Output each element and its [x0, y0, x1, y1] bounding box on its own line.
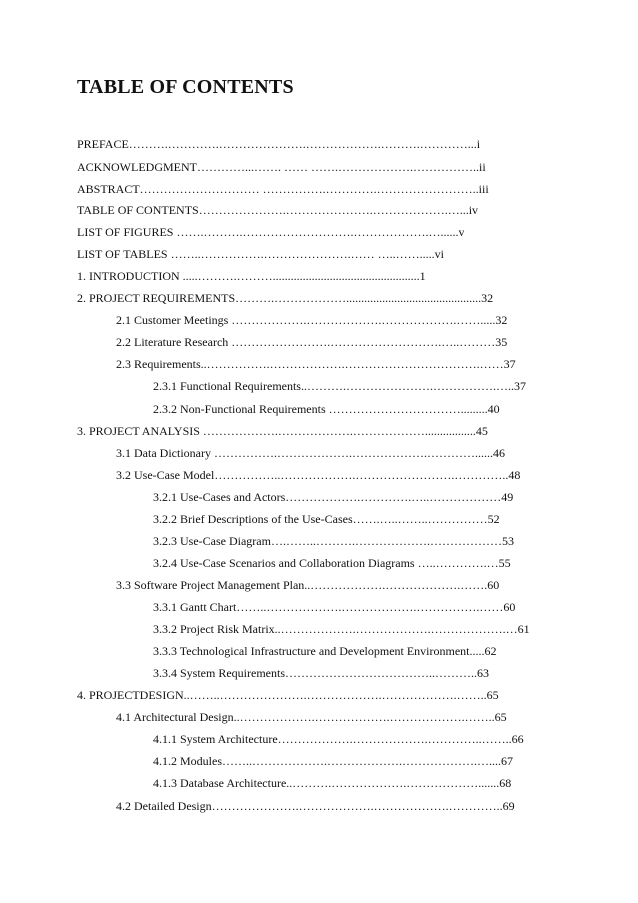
toc-entry-technological-infrastructure: 3.3.3 Technological Infrastructure and Development Environment.....62 — [153, 644, 497, 658]
toc-entry-acknowledgment: ACKNOWLEDGMENT…………...……. …… …….……………….……………..ii — [77, 160, 486, 174]
toc-entry-preface: PREFACE……….………….………………….……………….……….…………...i — [77, 137, 481, 151]
toc-entry-list-of-figures: LIST OF FIGURES …….……….……………………….……………….…......v — [77, 225, 465, 239]
toc-entry-use-case-model: 3.2 Use-Case Model……………..……………….…………………….…………..48 — [116, 468, 521, 482]
toc-entry-introduction: 1. INTRODUCTION .....……….……….................................................1 — [77, 269, 426, 283]
toc-entry-project-risk-matrix: 3.3.2 Project Risk Matrix..……………….……………….……………….…61 — [153, 622, 530, 636]
toc-entry-customer-meetings: 2.1 Customer Meetings ……………….……………….……………….…….....32 — [116, 313, 508, 327]
toc-entry-architectural-design: 4.1 Architectural Design..……………….……………….……………….……..65 — [116, 710, 507, 724]
toc-entry-project-requirements: 2. PROJECT REQUIREMENTS……….……………….............................................32 — [77, 291, 494, 305]
toc-entry-use-cases-and-actors: 3.2.1 Use-Cases and Actors……………….………….…..………………49 — [153, 490, 514, 504]
toc-entry-database-architecture: 4.1.3 Database Architecture..……….……………….……………….......68 — [153, 776, 512, 790]
toc-entry-table-of-contents: TABLE OF CONTENTS………………….………………….……………….…...iv — [77, 203, 479, 217]
toc-entry-system-architecture: 4.1.1 System Architecture……………….……………….…………..……..66 — [153, 732, 524, 746]
toc-entry-system-requirements: 3.3.4 System Requirements………………………………..………..63 — [153, 666, 489, 680]
toc-entry-gantt-chart: 3.3.1 Gantt Chart……..……………….……………….…………….……60 — [153, 600, 516, 614]
toc-entry-project-analysis: 3. PROJECT ANALYSIS ……………….……………….……………….................45 — [77, 424, 488, 438]
page-title: TABLE OF CONTENTS — [77, 76, 294, 98]
toc-entry-use-case-diagram: 3.2.3 Use-Case Diagram….……..……….……………….………………53 — [153, 534, 514, 548]
toc-entry-literature-research: 2.2 Literature Research …………………….……………………….…..………35 — [116, 335, 508, 349]
toc-entry-functional-requirements: 2.3.1 Functional Requirements..……….………………….…………….…..37 — [153, 379, 526, 393]
toc-entry-list-of-tables: LIST OF TABLES ……..…………….………………….…… …..…….....vi — [77, 247, 444, 261]
toc-entry-project-design: 4. PROJECTDESIGN..……..………………….……………….……………….……..65 — [77, 688, 499, 702]
toc-entry-detailed-design: 4.2 Detailed Design………………….……………….……………….…………..69 — [116, 799, 515, 813]
toc-entry-use-case-scenarios: 3.2.4 Use-Case Scenarios and Collaboration Diagrams …..………….…55 — [153, 556, 511, 570]
toc-entry-requirements: 2.3 Requirements..…………….……………….…………………………….……37 — [116, 357, 516, 371]
toc-entry-modules: 4.1.2 Modules……..……………….……………….……………….…....67 — [153, 754, 513, 768]
toc-entry-non-functional-requirements: 2.3.2 Non-Functional Requirements …………………………….........40 — [153, 402, 500, 416]
toc-entry-software-project-management-plan: 3.3 Software Project Management Plan..……………….……………….…….60 — [116, 578, 500, 592]
toc-entry-brief-descriptions: 3.2.2 Brief Descriptions of the Use-Cases…….…..……..……………52 — [153, 512, 500, 526]
toc-entry-data-dictionary: 3.1 Data Dictionary …………….……………….……………….…………......46 — [116, 446, 505, 460]
toc-entry-abstract: ABSTRACT………………………… …………….………….……………………..iii — [77, 182, 489, 196]
